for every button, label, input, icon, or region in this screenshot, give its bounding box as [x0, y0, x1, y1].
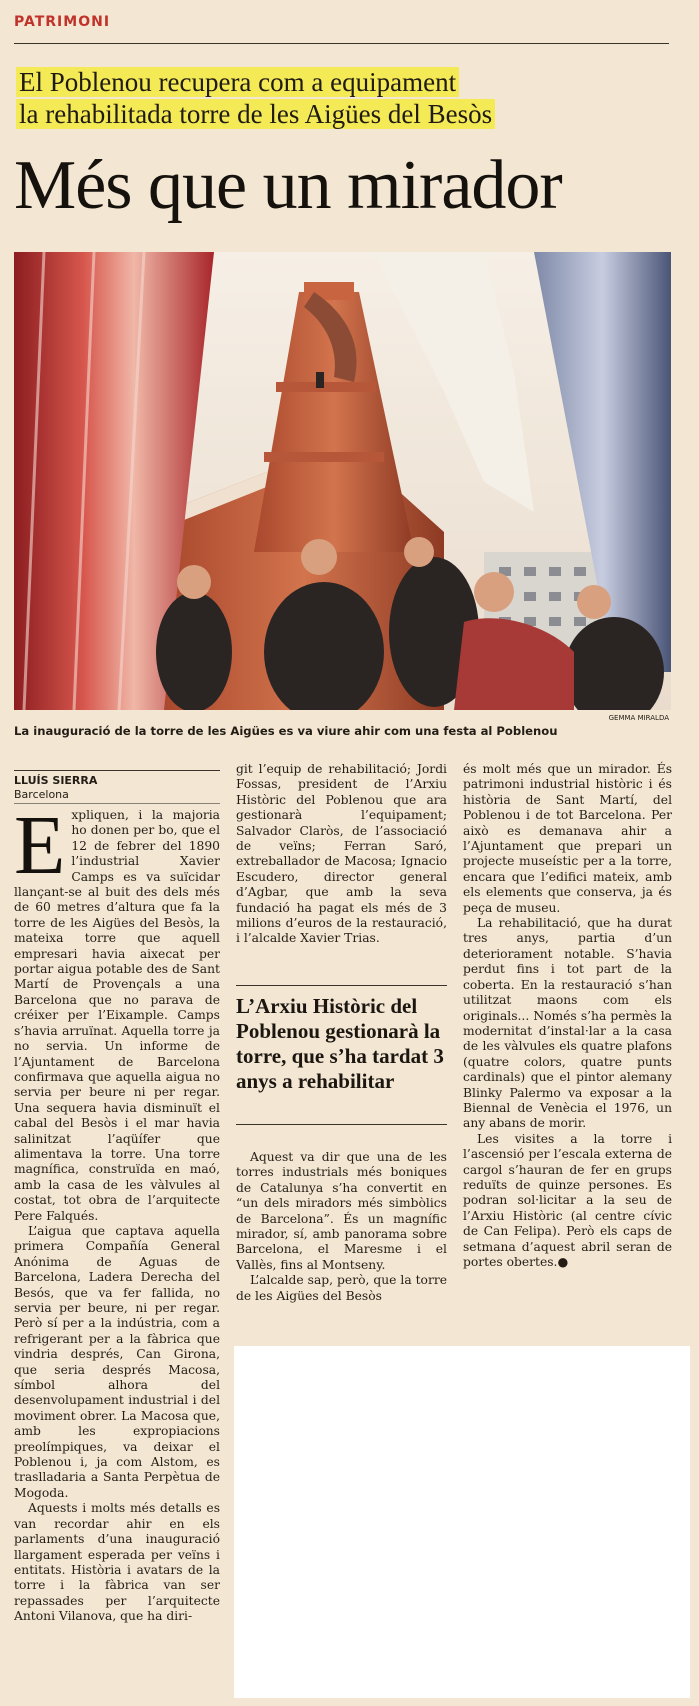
pullquote: L’Arxiu Històric del Poblenou gestionarà la torre, que s’ha tardat 3 anys a rehabilitar	[236, 994, 444, 1093]
photo-caption: La inauguració de la torre de les Aigües es va viure ahir com una festa al Poblenou	[14, 724, 558, 738]
section-label: PATRIMONI	[14, 14, 111, 30]
paragraph: és molt més que un mirador. És patrimoni industrial històric i és història de Sant Martí, del Poblenou i de tot Barcelona. Per això es demanava ahir a l’Ajuntament que prepari un projecte museístic per a la torre, encara que l’edifici mateix, amb els elements que conserva, ja és peça de museu.	[463, 762, 672, 915]
author: LLUÍS SIERRA	[14, 774, 98, 787]
headline: Més que un mirador	[14, 147, 562, 224]
article-column-3	[463, 762, 672, 1270]
paragraph: Les visites a la torre i l’ascensió per l’escala externa de cargol s’hauran de fer en grups reduïts de quinze persones. Es podran sol·licitar a la seu de l’Arxiu Històric (al centre cívic de Can Felipa). Però els caps de setmana d’aquest abril seran de portes obertes.●	[463, 1131, 672, 1269]
paragraph: L’aigua que captava aquella primera Compañía General Anónima de Aguas de Barcelona, Ladera Derecha del Besós, que va fer fallida, no servia per beure, ni per regar. Però sí per a la indústria, com a refrigerant per a la fàbrica que vindria després, Can Girona, que seria després Macosa, símbol alhora del desenvolupament industrial i del moviment obrer. La Macosa que, amb les expropiacions preolímpiques, va deixar el Poblenou i, ja com Alstom, es traslladaria a Santa Perpètua de Mogoda.	[14, 1223, 220, 1500]
subhead-line-1: El Poblenou recupera com a equipament	[16, 67, 459, 97]
pullquote-rule-bottom	[236, 1124, 447, 1125]
byline-rule-top	[14, 770, 220, 771]
dateline-place: Barcelona	[14, 788, 69, 801]
drop-cap: E	[14, 799, 66, 892]
article-column-2-top	[236, 762, 447, 947]
tower-photo-illustration	[14, 252, 671, 710]
paragraph: Aquest va dir que una de les torres industrials més boniques de Catalunya s’ha convertit en “un dels miradors més simbòlics de Barcelona”. És un magnífic mirador, sí, amb panorama sobre Barcelona, el Maresme i el Vallès, fins al Montseny.	[236, 1150, 447, 1272]
paragraph: Aquests i molts més detalls es van recordar ahir en els parlaments d’una inauguració llargament esperada per veïns i entitats. Història i avatars de la torre i la fàbrica van ser repassades per l’arquitecte Antoni Vilanova, que ha diri-	[14, 1501, 220, 1624]
paragraph: xpliquen, i la majoria ho donen per bo, que el 12 de febrer del 1890 l’industrial Xavier Camps es va suïcidar llançant-se al buit des dels més de 60 metres d’altura que fa la torre de les Aigües del Besòs, la mateixa torre que aquell empresari havia aixecat per portar aigua potable des de Sant Martí de Provençals a una Barcelona que no parava de créixer per l’Eixample. Camps s’havia arruïnat. Aquella torre ja no servia. Un informe de l’Ajuntament de Barcelona confirmava que aquella aigua no servia per beure ni per regar. Una sequera havia disminuït el cabal del Besòs i el mar havia salinitzat l’aqüífer que alimentava la torre. Una torre magnífica, construïda en maó, amb la casa de les vàlvules al costat, tot obra de l’arquitecte Pere Falqués.	[14, 808, 220, 1223]
subheadline	[16, 66, 656, 130]
article-column-2-bottom	[236, 1150, 447, 1304]
photo-credit: GEMMA MIRALDA	[608, 714, 669, 722]
pullquote-rule-top	[236, 985, 447, 986]
paragraph: L’alcalde sap, però, que la torre de les Aigües del Besòs	[236, 1273, 447, 1303]
subhead-line-2: la rehabilitada torre de les Aigües del Besòs	[16, 99, 495, 129]
article-column-1	[14, 799, 220, 1625]
top-rule	[14, 43, 669, 44]
blank-area	[234, 1346, 690, 1698]
tower-photo	[14, 252, 671, 710]
paragraph: git l’equip de rehabilitació; Jordi Fossas, president de l’Arxiu Històric del Poblenou que ara gestionarà l’equipament; Salvador Claròs, de l’associació de veïns; Ferran Saró, extreballador de Macosa; Ignacio Escudero, director general d’Agbar, que amb la seva fundació ha pagat els més de 3 milions d’euros de la restauració, i l’alcalde Xavier Trias.	[236, 762, 447, 946]
paragraph: La rehabilitació, que ha durat tres anys, partia d’un deteriorament notable. S’havia perdut fins i tot part de la coberta. En la restauració s’han utilitzat maons com els originals... Només s’ha permès la modernitat d’instal·lar a la casa de les vàlvules els quatre plafons (quatre colors, quatre punts cardinals) que el pintor alemany Blinky Palermo va exposar a la Biennal de Venècia el 1976, un any abans de morir.	[463, 916, 672, 1131]
